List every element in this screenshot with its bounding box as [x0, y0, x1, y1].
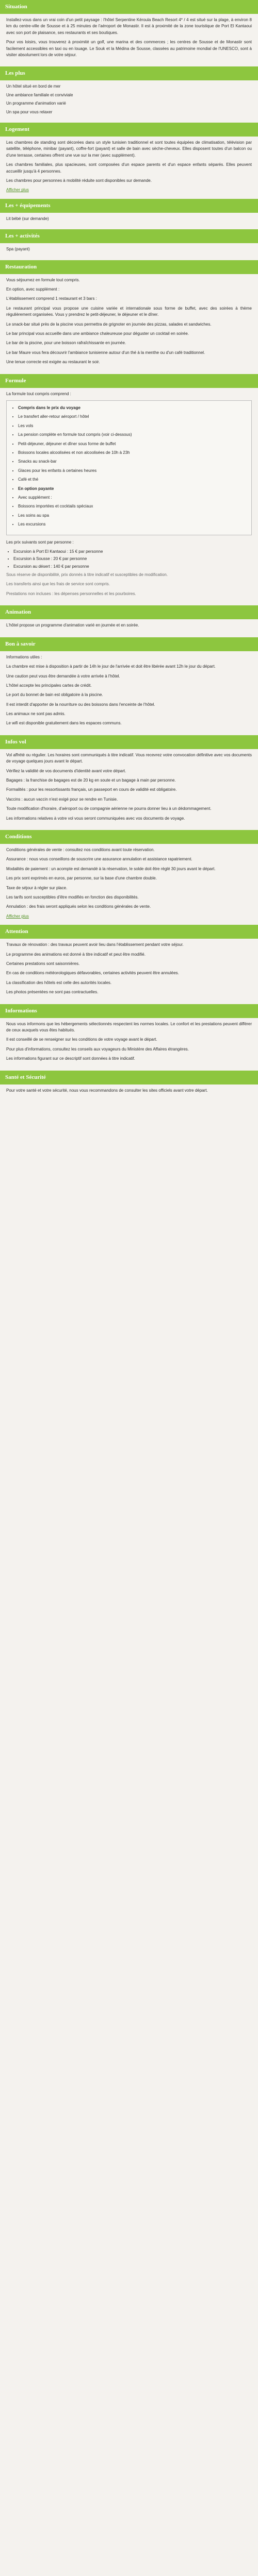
- paragraph: Le snack-bar situé près de la piscine vous permettra de grignoter en journée des pizzas, salades et sandwiches.: [6, 321, 212, 327]
- paragraph: Pour plus d'informations, consultez les conseils aux voyageurs du Ministère des Affaires étrangères.: [6, 1046, 189, 1052]
- paragraph: Les informations relatives à votre vol vous seront communiquées avec vos documents de voyage.: [6, 816, 185, 821]
- paragraph: Les prix suivants sont par personne :: [6, 539, 74, 545]
- paragraph: Formalités : pour les ressortissants français, un passeport en cours de validité est obligatoire.: [6, 787, 177, 792]
- paragraph: L'hôtel accepte les principales cartes de crédit.: [6, 683, 92, 688]
- paragraph: Travaux de rénovation : des travaux peuvent avoir lieu dans l'établissement pendant votre séjour.: [6, 942, 184, 947]
- list-item: • Café et thé: [18, 477, 245, 483]
- section-attention: [0, 939, 258, 1004]
- paragraph: Les chambres familiales, plus spacieuses, sont composées d'un espace parents et d'un espace enfants séparés. Elles peuvent accueillir jusqu'à 4 personnes.: [6, 162, 252, 174]
- paragraph: Installez-vous dans un vrai coin d'un petit paysage : l'hôtel Serpentine Kéroula Beach Resort 4* / 4 est situé sur la plage, à environ 8 km du centre-ville de Sousse et à 25 minutes de l'aéroport de Monastir. Il est à proximité de la zone touristique de Port El Kantaoui avec son port de plaisance, ses restaurants et ses boutiques.: [6, 18, 252, 35]
- show-more-link[interactable]: Afficher plus: [6, 188, 29, 193]
- paragraph: Conditions générales de vente : consultez nos conditions avant toute réservation.: [6, 848, 155, 853]
- list-item: • Les soins au spa: [18, 513, 245, 519]
- section-title-animation: Animation: [0, 605, 258, 619]
- paragraph: Bagages : la franchise de bagages est de 20 kg en soute et un bagage à main par personne.: [6, 778, 176, 783]
- list-item: Un hôtel situé en bord de mer: [6, 84, 61, 89]
- list-item: • Le transfert aller-retour aéroport / hôtel: [18, 414, 245, 420]
- section-title-logement: Logement: [0, 123, 258, 137]
- page: [0, 0, 258, 1102]
- paragraph: Nous vous informons que les hébergements sélectionnés respectent les normes locales. Le confort et les prestations peuvent différer de ceux auxquels vous êtes habitués.: [6, 1021, 252, 1033]
- paragraph: Les tarifs sont susceptibles d'être modifiés en fonction des disponibilités.: [6, 895, 139, 900]
- formule-box: [6, 400, 252, 535]
- section-conditions: [0, 844, 258, 925]
- section-infos-vol: [0, 749, 258, 830]
- note: Sous réserve de disponibilité, prix donnés à titre indicatif et susceptibles de modification.: [6, 572, 168, 578]
- paragraph: Il est interdit d'apporter de la nourriture ou des boissons dans l'enceinte de l'hôtel.: [6, 702, 155, 707]
- prices-block: [6, 539, 252, 570]
- paragraph: Certaines prestations sont saisonnières.: [6, 961, 80, 967]
- section-title-attention: Attention: [0, 925, 258, 939]
- paragraph: Le port du bonnet de bain est obligatoire à la piscine.: [6, 692, 103, 698]
- list-item: • Petit-déjeuner, déjeuner et dîner sous forme de buffet: [18, 441, 245, 447]
- paragraph: Une caution peut vous être demandée à votre arrivée à l'hôtel.: [6, 673, 120, 679]
- list-item: • Snacks au snack-bar: [18, 459, 245, 465]
- paragraph: Une tenue correcte est exigée au restaurant le soir.: [6, 360, 100, 365]
- list-item: • Boissons locales alcoolisées et non alcoolisées de 10h à 23h: [18, 450, 245, 456]
- price-item: • Excursion à Port El Kantaoui : 15 € par personne: [13, 549, 252, 555]
- paragraph: Les chambres pour personnes à mobilité réduite sont disponibles sur demande.: [6, 178, 152, 183]
- section-formule: [0, 388, 258, 606]
- paragraph: Le programme des animations est donné à titre indicatif et peut être modifié.: [6, 952, 146, 957]
- section-title-activites: Les + activités: [0, 229, 258, 243]
- section-bon-a-savoir: [0, 651, 258, 735]
- show-more-link[interactable]: Afficher plus: [6, 913, 29, 919]
- list-item: • En option payante: [18, 486, 245, 492]
- paragraph: Annulation : des frais seront appliqués selon les conditions générales de vente.: [6, 904, 151, 909]
- list-item: Un programme d'animation varié: [6, 101, 66, 106]
- list-item: • Boissons importées et cocktails spéciaux: [18, 503, 245, 510]
- paragraph: Informations utiles :: [6, 654, 42, 659]
- paragraph: L'hôtel propose un programme d'animation varié en journée et en soirée.: [6, 623, 139, 628]
- paragraph: La formule tout compris comprend :: [6, 391, 71, 396]
- section-title-sante: Santé et Sécurité: [0, 1071, 258, 1084]
- list-item: • Avec supplément :: [18, 495, 245, 501]
- paragraph: Les informations figurant sur ce descriptif sont données à titre indicatif.: [6, 1056, 135, 1061]
- section-title-infos-vol: Infos vol: [0, 735, 258, 749]
- paragraph: Modalités de paiement : un acompte est demandé à la réservation, le solde doit être réglé 30 jours avant le départ.: [6, 866, 216, 871]
- section-title-informations: Informations: [0, 1004, 258, 1018]
- section-activites: [0, 243, 258, 260]
- section-informations: [0, 1018, 258, 1071]
- paragraph: Toute modification d'horaire, d'aéroport ou de compagnie aérienne ne pourra donner lieu à un dédommagement.: [6, 806, 212, 811]
- paragraph: Vérifiez la validité de vos documents d'identité avant votre départ.: [6, 768, 126, 773]
- section-situation: [0, 14, 258, 66]
- paragraph: L'établissement comprend 1 restaurant et 3 bars :: [6, 296, 97, 301]
- paragraph: Vous séjournez en formule tout compris.: [6, 277, 80, 282]
- paragraph: Vaccins : aucun vaccin n'est exigé pour se rendre en Tunisie.: [6, 796, 118, 802]
- section-title-restauration: Restauration: [0, 260, 258, 274]
- paragraph: Taxe de séjour à régler sur place.: [6, 885, 68, 890]
- paragraph: La classification des hôtels est celle des autorités locales.: [6, 980, 112, 985]
- paragraph: La chambre est mise à disposition à partir de 14h le jour de l'arrivée et doit être libérée avant 12h le jour du départ.: [6, 664, 216, 669]
- list-item: • Les vols: [18, 423, 245, 429]
- paragraph: Assurance : nous vous conseillons de souscrire une assurance annulation et assistance rapatriement.: [6, 857, 192, 862]
- section-title-conditions: Conditions: [0, 830, 258, 844]
- section-les-plus: [0, 80, 258, 123]
- section-title-les-plus: Les plus: [0, 66, 258, 80]
- paragraph: Vol affrété ou régulier. Les horaires sont communiqués à titre indicatif. Vous recevrez votre convocation définitive avec vos documents de voyage quelques jours avant le départ.: [6, 752, 252, 764]
- section-logement: [0, 137, 258, 199]
- section-title-situation: Situation: [0, 0, 258, 14]
- paragraph: En cas de conditions météorologiques défavorables, certaines activités peuvent être annulées.: [6, 971, 179, 976]
- section-title-bon-a-savoir: Bon à savoir: [0, 637, 258, 651]
- section-title-equipements: Les + équipements: [0, 199, 258, 213]
- section-equipements: [0, 213, 258, 229]
- section-restauration: [0, 274, 258, 374]
- list-item: Lit bébé (sur demande): [6, 216, 49, 221]
- paragraph: Le bar Maure vous fera découvrir l'ambiance tunisienne autour d'un thé à la menthe ou d'un café traditionnel.: [6, 350, 205, 355]
- paragraph: Pour vos loisirs, vous trouverez à proximité un golf, une marina et des commerces ; les centres de Sousse et de Monastir sont facilement accessibles en taxi ou en louage. Le Souk et la Médina de Sousse, classées au patrimoine mondial de l'UNESCO, sont à visiter absolument lors de votre séjour.: [6, 40, 252, 57]
- paragraph: Les prix sont exprimés en euros, par personne, sur la base d'une chambre double.: [6, 876, 157, 881]
- paragraph: Le restaurant principal vous propose une cuisine variée et internationale sous forme de buffet, avec des soirées à thème régulièrement organisées. Vous y prendrez le petit-déjeuner, le déjeuner et le dîner.: [6, 306, 252, 317]
- price-item: • Excursion au désert : 140 € par personne: [13, 564, 252, 570]
- list-item: • Compris dans le prix du voyage: [18, 405, 245, 411]
- paragraph: Les photos présentées ne sont pas contractuelles.: [6, 990, 99, 995]
- section-sante: [0, 1084, 258, 1102]
- paragraph: Le wifi est disponible gratuitement dans les espaces communs.: [6, 721, 122, 726]
- list-item: Une ambiance familiale et conviviale: [6, 92, 73, 97]
- note: Les transferts ainsi que les frais de service sont compris.: [6, 582, 110, 587]
- paragraph: Les chambres de standing sont décorées dans un style tunisien traditionnel et sont toutes équipées de climatisation, télévision par satellite, téléphone, minibar (payant), coffre-fort (payant) et salle de bain avec sèche-cheveux. Elles disposent toutes d'un balcon ou d'une terrasse, certaines offrent une vue sur la mer (avec supplément).: [6, 140, 252, 158]
- paragraph: Le bar principal vous accueille dans une ambiance chaleureuse pour déguster un cocktail en soirée.: [6, 331, 189, 336]
- note: Prestations non incluses : les dépenses personnelles et les pourboires.: [6, 591, 136, 596]
- list-item: • Les excursions: [18, 521, 245, 528]
- list-item: • Glaces pour les enfants à certaines heures: [18, 468, 245, 474]
- paragraph: En option, avec supplément :: [6, 287, 60, 292]
- paragraph: Le bar de la piscine, pour une boisson rafraîchissante en journée.: [6, 341, 126, 346]
- paragraph: Pour votre santé et votre sécurité, nous vous recommandons de consulter les sites officiels avant votre départ.: [6, 1088, 208, 1093]
- section-animation: [0, 619, 258, 637]
- section-title-formule: Formule: [0, 374, 258, 388]
- paragraph: Les animaux ne sont pas admis.: [6, 711, 66, 717]
- price-item: • Excursion à Sousse : 20 € par personne: [13, 556, 252, 562]
- list-item: Spa (payant): [6, 247, 30, 252]
- paragraph: Il est conseillé de se renseigner sur les conditions de votre voyage avant le départ.: [6, 1037, 157, 1042]
- list-item: Un spa pour vous relaxer: [6, 109, 53, 114]
- list-item: • La pension complète en formule tout compris (voir ci-dessous): [18, 432, 245, 438]
